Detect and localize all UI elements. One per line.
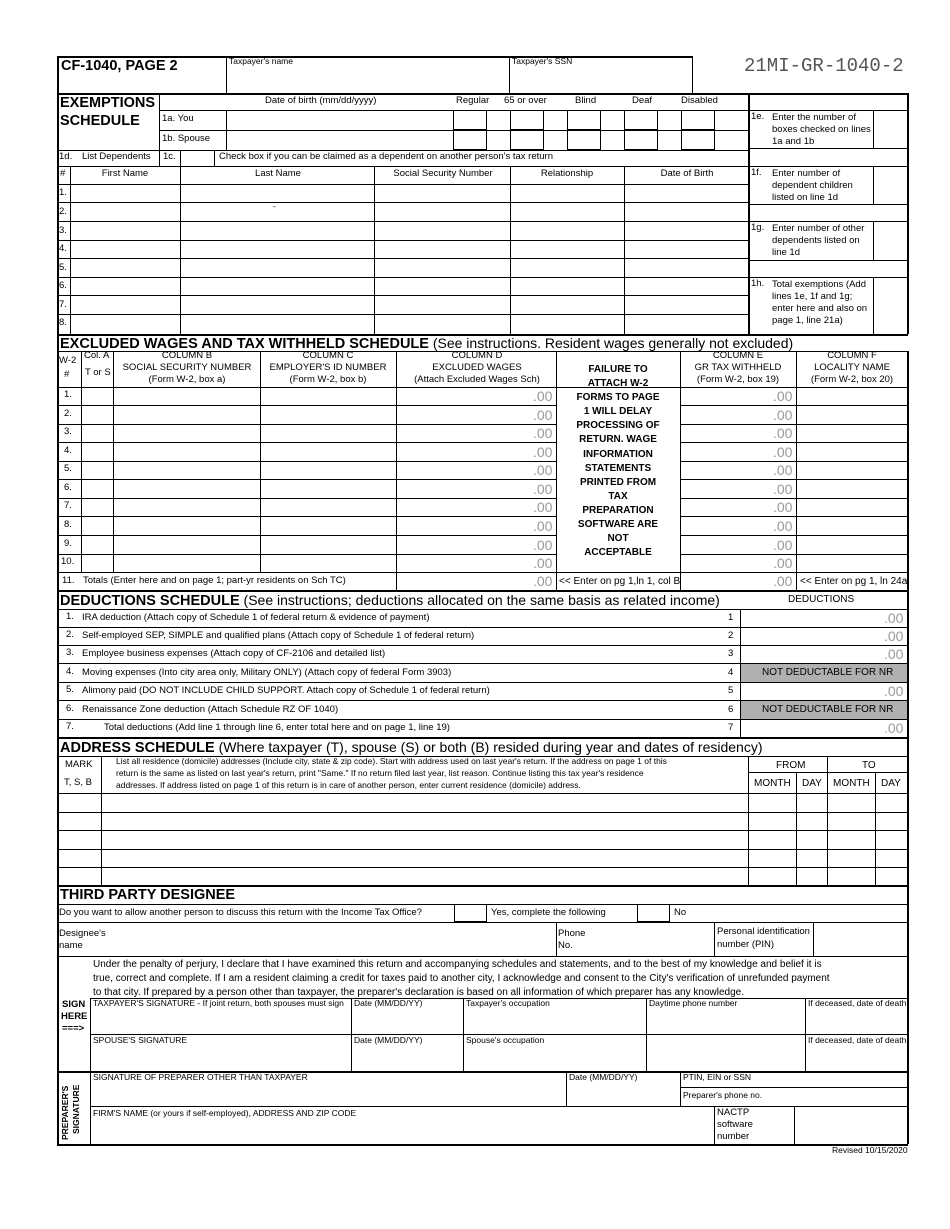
daytime-phone-label: Daytime phone number [649,998,738,1008]
line-1f-text: Enter number of dependent children listed on line 1d [772,168,853,203]
to-label: TO [862,760,876,771]
preparer-phone-label: Preparer's phone no. [683,1090,763,1100]
dep-row-num: 7. [59,299,67,310]
col-d-note: (Attach Excluded Wages Sch) [414,374,540,385]
ded-value[interactable]: .00 [884,646,904,662]
line-1f-num: 1f. [751,167,762,178]
you-deaf-checkbox[interactable] [624,110,658,130]
address-instructions-3: addresses. If address listed on page 1 of this return is in care of another person, enter current residence (domicile) address. [116,780,581,790]
dep-col-relationship: Relationship [540,168,594,179]
taxpayer-occupation-label: Taxpayer's occupation [466,998,550,1008]
dep-col-first-name: First Name [101,168,149,179]
deductions-col-label: DEDUCTIONS [788,594,855,605]
ded-line-num: 4. [66,666,74,677]
preparer-vertical-label: PREPARER'S [60,1085,70,1140]
wage-d-value[interactable]: .00 [533,481,553,497]
list-dependents-label: List Dependents [82,151,151,162]
ded-line-num: 7. [66,721,74,732]
deductions-title: DEDUCTIONS SCHEDULE [60,593,240,609]
line-1g-field[interactable] [875,223,905,258]
preparer-vertical-label-2: SIGNATURE [71,1084,81,1134]
wage-e-value[interactable]: .00 [773,388,793,404]
wage-d-value[interactable]: .00 [533,499,553,515]
col-c-note: (Form W-2, box b) [289,374,367,385]
ded-value[interactable]: .00 [884,628,904,644]
here-label: HERE [61,1011,88,1022]
wage-row-num: 7. [64,500,72,511]
phone-label: Phone [558,928,586,939]
dep-row-num: 6. [59,280,67,291]
sign-arrow: ===> [62,1023,85,1034]
you-65-checkbox[interactable] [510,110,544,130]
col-a-sub: T or S [85,367,111,378]
spouse-65-checkbox[interactable] [510,130,544,150]
col-disabled: Disabled [681,95,718,106]
wage-row-num: 5. [64,463,72,474]
wage-d-value[interactable]: .00 [533,537,553,553]
taxpayer-signature-label: TAXPAYER'S SIGNATURE - If joint return, both spouses must sign [93,998,344,1008]
col-b-title: COLUMN B [161,350,213,361]
firm-name-field[interactable] [93,1120,711,1142]
nactp-label-3: number [717,1131,750,1142]
yes-label: Yes, complete the following [491,907,606,918]
col-e-title: COLUMN E [712,350,764,361]
line-1g-text: Enter number of other dependents listed on line 1d [772,223,865,258]
address-title: ADDRESS SCHEDULE [60,740,215,756]
enter-d-note: << Enter on pg 1,ln 1, col B [559,576,681,587]
ded-value[interactable]: .00 [884,683,904,699]
wage-row-num: 3. [64,426,72,437]
preparer-date-label: Date (MM/DD/YY) [569,1072,638,1082]
preparer-signature-field[interactable] [93,1084,563,1104]
perjury-text-2: true, correct and complete. If I am a resident claiming a credit for taxes paid to another city, I acknowledge and consent to the City's verification of unrefunded payment [93,973,830,984]
designee-label-2: name [59,940,83,951]
dep-col-number: # [60,168,66,179]
ded-line-ln: 2 [728,630,734,641]
tsb-label: T, S, B [64,777,92,788]
ded-line-text: Renaissance Zone deduction (Attach Schedule RZ OF 1040) [82,704,339,715]
col-e-sub: GR TAX WITHHELD [694,362,782,373]
spouse-label: 1b. Spouse [162,133,211,144]
ded-line-ln: 5 [728,685,734,696]
sign-label: SIGN [62,999,86,1010]
ded-line-ln: 1 [728,612,734,623]
pin-label: Personal identification [717,926,810,937]
wage-row-num: 4. [64,445,72,456]
dep-row-num: 4. [59,243,67,254]
dep-row-num: 8. [59,317,67,328]
phone-label-2: No. [558,940,573,951]
not-deductable-badge: NOT DEDUCTABLE FOR NR [762,667,894,678]
col-d-title: COLUMN D [451,350,503,361]
third-party-question: Do you want to allow another person to discuss this return with the Income Tax Office? [59,907,422,918]
wage-row-num: 10. [61,556,75,567]
spouse-signature-label: SPOUSE'S SIGNATURE [93,1035,188,1045]
w2-warning: FAILURE TO ATTACH W-2 FORMS TO PAGE 1 WILL DELAY PROCESSING OF RETURN. WAGE INFORMATION STATEMENTS PRINTED FROM TAX PREPARATION SOFTWARE ARE NOT ACCEPTABLE [576,364,660,559]
spouse-disabled-checkbox[interactable] [681,130,715,150]
taxpayer-name-label: Taxpayer's name [229,56,293,66]
ptin-label: PTIN, EIN or SSN [683,1072,752,1082]
address-title-line [60,739,763,757]
perjury-text-3: to that city. If prepared by a person other than taxpayer, the preparer's declaration is based on all information of which preparer has any knowledge. [93,987,744,998]
taxpayer-deceased-field[interactable] [808,1010,905,1032]
wage-d-value[interactable]: .00 [533,425,553,441]
yes-checkbox[interactable] [454,904,487,922]
col-c-sub: EMPLOYER'S ID NUMBER [269,362,387,373]
ded-total-value[interactable]: .00 [884,720,904,736]
ded-line-ln: 6 [728,704,734,715]
col-blind: Blind [575,95,597,106]
wage-d-value[interactable]: .00 [533,407,553,423]
taxpayer-ssn-label: Taxpayer's SSN [512,56,573,66]
dependent-claim-checkbox[interactable] [183,152,213,165]
col-e-note: (Form W-2, box 19) [696,374,780,385]
firm-name-label: FIRM'S NAME (or yours if self-employed), ADDRESS AND ZIP CODE [93,1108,357,1118]
line-1e-text: Enter the number of boxes checked on lines 1a and 1b [772,112,871,147]
taxpayer-date-field[interactable] [354,1010,460,1032]
line-1g-num: 1g. [751,222,765,233]
you-label: 1a. You [162,113,194,124]
col-65-or-over: 65 or over [504,95,547,106]
from-day-label: DAY [802,778,822,789]
pin-label-2: number (PIN) [717,939,775,950]
totals-text: Totals (Enter here and on page 1; part-yr residents on Sch TC) [83,575,346,586]
total-d-value[interactable]: .00 [533,573,553,589]
spouse-date-field[interactable] [354,1047,460,1069]
from-month-label: MONTH [754,778,791,789]
line-1h-num: 1h. [751,278,765,289]
col-deaf: Deaf [632,95,653,106]
third-party-title: THIRD PARTY DESIGNEE [60,887,236,903]
dep-row-num: 3. [59,225,67,236]
ded-line-text: IRA deduction (Attach copy of Schedule 1 of federal return & evidence of payment) [82,612,430,623]
perjury-text-1: Under the penalty of perjury, I declare that I have examined this return and accompanying schedules and statements, and to the best of my knowledge and belief it is [93,959,822,970]
wage-e-value[interactable]: .00 [773,425,793,441]
wage-e-value[interactable]: .00 [773,462,793,478]
col-regular: Regular [456,95,490,106]
designee-pin-field[interactable] [815,924,905,954]
wage-d-value[interactable]: .00 [533,462,553,478]
wage-row-num: 1. [64,389,72,400]
line-1d-label: 1d. [59,151,73,162]
totals-num: 11. [62,575,75,586]
address-subtitle: (Where taxpayer (T), spouse (S) or both (B) resided during year and dates of residency) [218,739,763,755]
ded-line-text: Self-employed SEP, SIMPLE and qualified plans (Attach copy of Schedule 1 of federal return) [82,630,475,641]
form-title: CF-1040, PAGE 2 [61,58,178,74]
wage-e-value[interactable]: .00 [773,407,793,423]
line-1e-num: 1e. [751,111,765,122]
daytime-phone-field[interactable] [649,1010,802,1032]
dep-col-last-name: Last Name [255,168,301,179]
col-d-sub: EXCLUDED WAGES [432,362,522,373]
wages-subtitle: (See instructions. Resident wages generally not excluded) [432,335,794,351]
dep-row-num: 2. [59,206,67,217]
designee-label: Designee's [59,928,106,939]
line-1h-text: Total exemptions (Add lines 1e, 1f and 1g; enter here and also on page 1, line 21a) [772,279,868,326]
col-b-note: (Form W-2, box a) [148,374,226,385]
ded-value[interactable]: .00 [884,610,904,626]
designee-phone-field[interactable] [590,924,710,954]
wage-d-value[interactable]: .00 [533,388,553,404]
deceased-label: If deceased, date of death [808,998,907,1008]
spouse-occupation-field[interactable] [466,1047,643,1069]
wage-e-value[interactable]: .00 [773,518,793,534]
col-b-sub: SOCIAL SECURITY NUMBER [122,362,252,373]
w2-label: W-2 [59,355,77,366]
taxpayer-ssn-field[interactable] [512,68,690,90]
wage-e-value[interactable]: .00 [773,481,793,497]
wage-e-value[interactable]: .00 [773,555,793,571]
ded-line-num: 1. [66,611,74,622]
you-blind-checkbox[interactable] [567,110,601,130]
you-regular-checkbox[interactable] [453,110,487,130]
col-f-sub: LOCALITY NAME [814,362,890,373]
spouse-regular-checkbox[interactable] [453,130,487,150]
nactp-label: NACTP [717,1107,750,1118]
to-day-label: DAY [881,778,901,789]
wage-e-value[interactable]: .00 [773,537,793,553]
wage-d-value[interactable]: .00 [533,555,553,571]
nactp-label-2: software [717,1119,753,1130]
deductions-title-line [60,592,720,610]
total-e-value[interactable]: .00 [773,573,793,589]
line-1e-field[interactable] [875,112,905,146]
wages-title: EXCLUDED WAGES AND TAX WITHHELD SCHEDULE [60,336,429,352]
spouse-dob-field[interactable] [228,132,450,149]
wage-row-num: 2. [64,408,72,419]
ded-line-num: 6. [66,703,74,714]
to-month-label: MONTH [833,778,870,789]
ded-line-ln: 4 [728,667,734,678]
nactp-field[interactable] [797,1108,905,1142]
dob-label: Date of birth (mm/dd/yyyy) [265,95,377,106]
ded-line-ln: 3 [728,648,734,659]
ded-line-num: 3. [66,647,74,658]
dependent-claim-text: Check box if you can be claimed as a dependent on another person's tax return [219,151,553,162]
taxpayer-name-field[interactable] [230,68,506,90]
spouse-deceased-field[interactable] [808,1047,905,1069]
stray-mark: - [273,201,276,211]
from-label: FROM [776,760,806,771]
form-code: 21MI-GR-1040-2 [744,55,904,77]
spouse-deaf-checkbox[interactable] [624,130,658,150]
line-1h-field[interactable] [875,279,905,332]
wage-e-value[interactable]: .00 [773,499,793,515]
wage-d-value[interactable]: .00 [533,518,553,534]
exemptions-title-2: SCHEDULE [60,113,140,129]
dep-col-dob: Date of Birth [660,168,714,179]
ded-line-num: 5. [66,684,74,695]
mark-label: MARK [65,759,93,770]
line-1c-label: 1c. [163,151,176,162]
address-instructions-1: List all residence (domicile) addresses (Include city, state & zip code). Start with address used on last year's return. If the address on page 1 of this [116,756,667,766]
no-checkbox[interactable] [637,904,670,922]
wage-row-num: 6. [64,482,72,493]
enter-e-note: << Enter on pg 1, ln 24a [800,576,908,587]
spouse-date-label: Date (MM/DD/YY) [354,1035,423,1045]
spouse-blind-checkbox[interactable] [567,130,601,150]
ded-line-text: Moving expenses (Into city area only, Military ONLY) (Attach copy of federal Form 3903) [82,667,452,678]
taxpayer-occupation-field[interactable] [466,1010,643,1032]
col-f-title: COLUMN F [827,350,877,361]
spouse-deceased-label: If deceased, date of death [808,1035,907,1045]
address-instructions-2: return is the same as listed on last year's return, print "Same." If no return filed last year, list reason. Continue listing this tax year's residence [116,768,644,778]
ded-line-num: 2. [66,629,74,640]
you-disabled-checkbox[interactable] [681,110,715,130]
not-deductable-badge: NOT DEDUCTABLE FOR NR [762,704,894,715]
ded-line-text: Alimony paid (DO NOT INCLUDE CHILD SUPPORT. Attach copy of Schedule 1 of federal return) [82,685,490,696]
col-a-label: Col. A [84,350,110,361]
preparer-date-field[interactable] [569,1084,677,1104]
spouse-occupation-label: Spouse's occupation [466,1035,545,1045]
ded-line-text: Employee business expenses (Attach copy of CF-2106 and detailed list) [82,648,386,659]
designee-name-field[interactable] [112,924,552,954]
taxpayer-date-label: Date (MM/DD/YY) [354,998,423,1008]
col-f-note: (Form W-2, box 20) [810,374,894,385]
wage-e-value[interactable]: .00 [773,444,793,460]
dep-col-ssn: Social Security Number [393,168,493,179]
preparer-signature-label: SIGNATURE OF PREPARER OTHER THAN TAXPAYER [93,1072,308,1082]
spouse-signature-field[interactable] [93,1047,348,1069]
dep-row-num: 5. [59,262,67,273]
w2-hash: # [64,369,70,380]
exemptions-title: EXEMPTIONS [60,95,156,111]
line-1f-field[interactable] [875,168,905,202]
wage-d-value[interactable]: .00 [533,444,553,460]
dep-row-num: 1. [59,187,67,198]
taxpayer-signature-field[interactable] [93,1010,348,1032]
ded-line-ln: 7 [728,722,734,733]
wage-row-num: 9. [64,538,72,549]
ded-line-text: Total deductions (Add line 1 through line 6, enter total here and on page 1, line 19) [104,722,450,733]
revised-date: Revised 10/15/2020 [832,1145,908,1155]
you-dob-field[interactable] [228,112,450,129]
col-c-title: COLUMN C [302,350,354,361]
deductions-subtitle: (See instructions; deductions allocated on the same basis as related income) [243,592,720,608]
no-label: No [674,907,687,918]
wage-row-num: 8. [64,519,72,530]
